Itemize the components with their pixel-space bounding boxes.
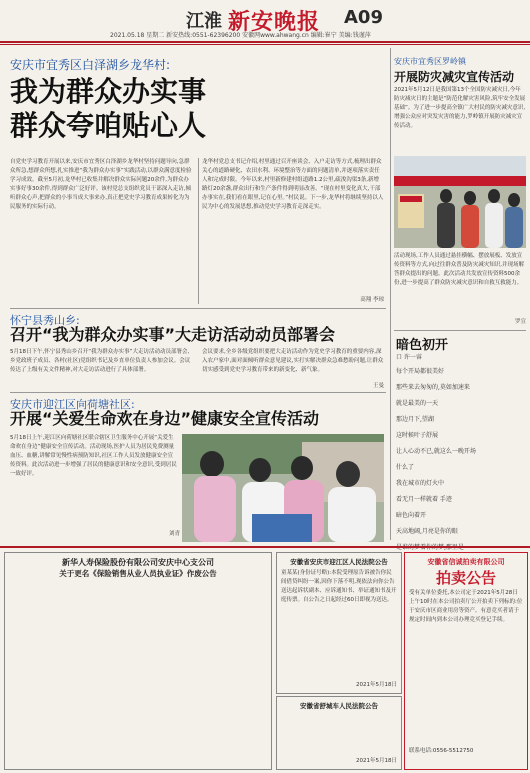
poem-line: 让人心动不已,就这么一晚开场 [396,448,476,455]
ad4-contact: 联系电话:0556-5512750 [409,748,474,754]
poem-line: 那些来去匆匆的,莫如加速来 [396,384,470,391]
masthead-rule-thin [0,44,530,45]
ad3-date: 2021年5月18日 [356,758,397,764]
ad-auction-notice [404,552,528,770]
page-number: A09 [344,7,383,28]
ad4-title: 安徽省信诚拍卖有限公司 [427,558,505,566]
masthead [0,0,530,42]
health-event-photo [182,434,384,542]
section-name: 江淮 [186,11,222,32]
poem-line: 看无月一样就着 手迹 [396,496,452,503]
lead-body-right: 龙华村党总支书记介绍,村里通过召开座谈会、入户走访等方式,梳理出群众关心的道路硬化、农田水利、环境整治等方面的问题清单,并逐项落实责任人和完成时限。今年以来,村里新修建村组道路1.2公里,疏浚沟渠3条,新增路灯20余盏,群众出行和生产条件得到明显改善。“现在村里变化真大,干部办事实在,我们看在眼里,记在心里。”村民说。下一步,龙华村将继续坚持以人民为中心的发展思想,推动党史学习教育走深走实。 [202,159,384,210]
ad1-subtitle: 关于更名《保险销售从业人员执业证》作废公告 [59,569,217,578]
ad-court-notice-yingjiang [276,552,402,694]
story2-body-right: 会议要求,全乡各级党组织要把大走访活动作为党史学习教育的重要内容,深入农户家中,面对面倾听群众意见建议,实打实解决群众急难愁盼问题,让群众切实感受到党史学习教育带来的新变化、新气象。 [202,349,384,373]
section-divider [10,308,386,309]
poem-title: 暗色初开 [396,338,449,353]
poem-line: 暗色向着开 [396,512,427,519]
poem-line: 每个开局都很美好 [396,368,445,375]
poem-line: 什么了 [396,464,415,471]
right-body-top: 2021年5月12日是我国第13个全国防灾减灾日,今年防灾减灾日的主题是“防范化解灾害风险,筑牢安全发展基础”。为了进一步提高全镇广大村民的防灾减灾意识,增强公众应对突发灾害的能力,罗岭镇开展防灾减灾宣传活动。 [394,87,526,129]
story2-kicker: 怀宁县秀山乡: [10,314,80,327]
poem-line: 那边月下,望湖 [396,416,434,423]
ad4-subtitle: 拍卖公告 [435,569,496,587]
poem-line: 这时候叶子舒展 [396,432,439,439]
story2-byline: 王曼 [372,383,384,389]
ad4-body: 受有关单位委托,本公司定于2021年5月28日上午10时在本公司拍卖厅公开拍卖下列标的:位于安庆市区商业用房等资产。有意竞买者请于规定时间内到本公司办理竞买登记手续。 [409,590,523,623]
ad2-date: 2021年5月18日 [356,682,397,688]
story3-body: 5月18日上午,迎江区向荷塘社区联合辖区卫生服务中心开展“关爱生命欢在身边”健康安全宣传活动。活动现场,医护人员为居民免费测量血压、血糖,讲解常见慢性病预防知识,社区工作人员发放健康安全宣传资料。此次活动进一步增强了居民的健康意识和安全意识,受到居民一致好评。 [10,435,177,477]
newspaper-logo: 新安晚报 [228,9,321,35]
poem-author: 口 许一睿 [396,354,422,361]
disaster-prevention-photo [394,156,526,248]
ad1-body-area [11,583,265,763]
column-divider [198,158,199,304]
section-divider [394,330,526,331]
lead-body-left: 自党史学习教育开展以来,安庆市宜秀区白泽湖乡龙华村坚持问题导向,急群众所急,想群众所想,扎实推进“我为群众办实事”实践活动,以群众满意度检验学习成效。截至5月初,龙华村已收集并解决群众实际问题20余件,为群众办实事好事30余件,得到群众广泛好评。该村党总支组织党员干部深入走访,倾听群众心声,把群众的小事当成大事来办,真正把党史学习教育成果转化为为民服务的实际行动。 [10,159,192,210]
poem-line: 就是最美的一天 [396,400,439,407]
ad1-title: 新华人寿保险股份有限公司安庆中心支公司 [62,558,214,567]
right-kicker: 安庆市宜秀区罗岭镇 [394,57,466,66]
masthead-rule [0,41,530,43]
ad2-body: 童某某(身份证号略):本院受理原告诉被告你民间借贷纠纷一案,因你下落不明,现依法向你公告送达起诉状副本、应诉通知书、举证通知书及开庭传票。自公告之日起经过60日即视为送达。 [281,570,397,603]
story3-byline: 刘青 [168,531,180,537]
lead-kicker: 安庆市宜秀区白泽湖乡龙华村: [10,58,171,72]
lead-headline-2: 群众夸咱贴心人 [10,109,207,142]
ad-insurance-notice [4,552,272,770]
ad-court-notice-shucheng [276,696,402,770]
lead-headline-1: 我为群众办实事 [10,75,207,108]
poem-body [396,364,526,556]
ads-rule [0,546,530,548]
story2-headline: 召开“我为群众办实事”大走访活动动员部署会 [10,325,336,344]
ad2-title: 安徽省安庆市迎江区人民法院公告 [290,558,388,566]
masthead-info: 2021.05.18 星期二 新安热线:0551-62396200 安徽网www.ahwang.cn 编辑:崔宁 美编:钱谨萍 [110,32,371,39]
section-divider [10,392,386,393]
story3-kicker: 安庆市迎江区向荷塘社区: [10,398,135,411]
story2-body-left: 5月18日下午,怀宁县秀山乡召开“我为群众办实事”大走访活动动员部署会,乡党政班子成员、各村(社区)党组织书记及乡直单位负责人参加会议。会议传达了上级有关文件精神,对大走访活动进行了具体部署。 [10,349,191,373]
ad3-title: 安徽省舒城车人民法院公告 [300,702,378,710]
right-byline: 罗宣 [514,319,526,325]
poem-line: 天高地阔,月亮是你的眼 [396,528,458,535]
column-divider [390,48,391,540]
right-headline: 开展防灾减灾宣传活动 [394,70,515,84]
poem-line: 我在城市的灯火中 [396,480,445,487]
story3-headline: 开展“关爱生命欢在身边”健康安全宣传活动 [10,409,320,428]
lead-byline: 高翔 李琼 [360,297,384,303]
right-body-bottom: 活动现场,工作人员通过悬挂横幅、摆放展板、发放宣传资料等方式,向过往群众普及防灾减灾知识,并现场解答群众提出的问题。此次活动共发放宣传资料500余份,进一步提高了群众防灾减灾意识和自救互救能力。 [394,253,524,286]
